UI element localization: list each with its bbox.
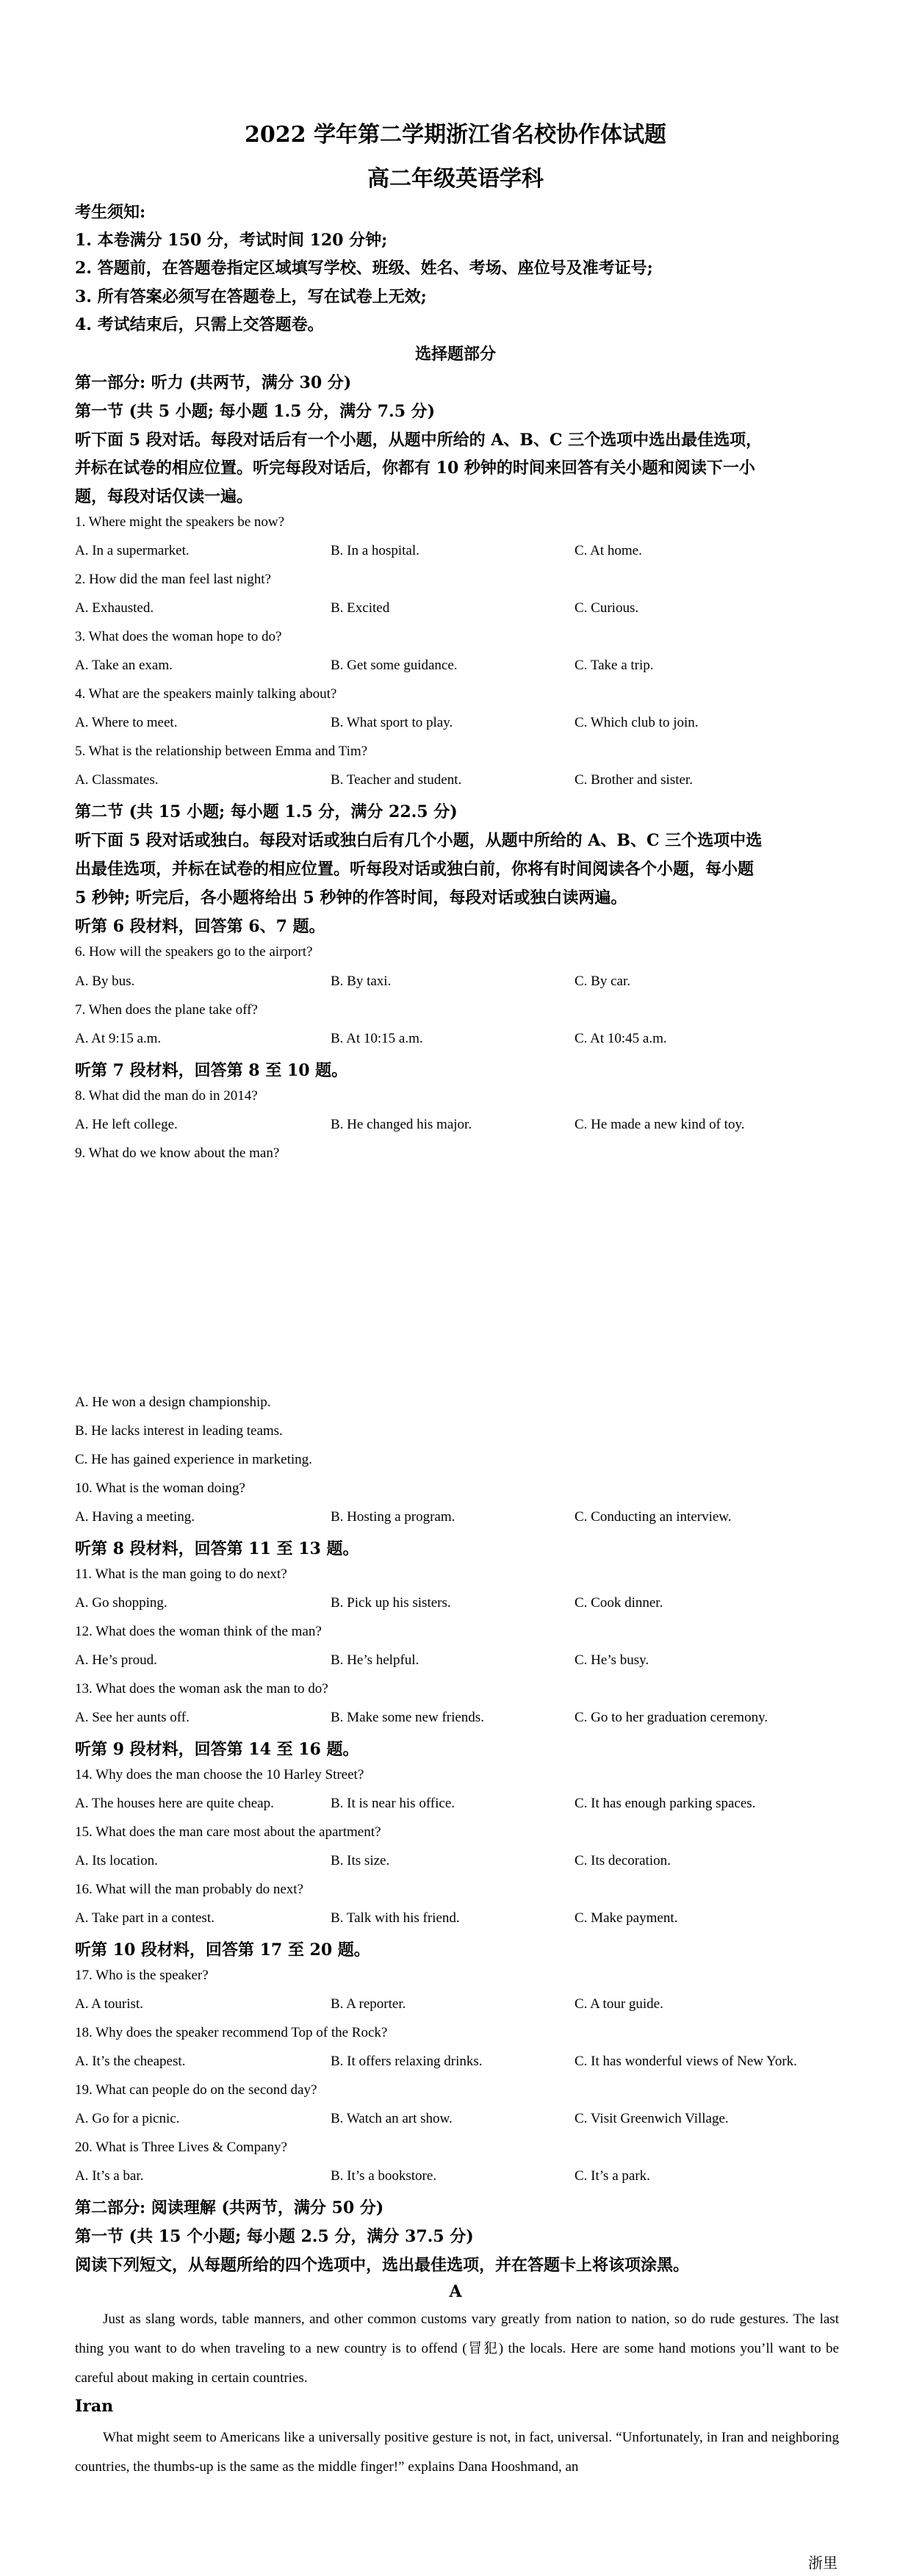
option-b: B. In a hospital. — [331, 543, 420, 558]
option-a: A. He won a design championship. — [75, 1395, 271, 1410]
option-b: B. Get some guidance. — [331, 658, 458, 673]
section2-instructions: 听下面 5 段对话或独白。每段对话或独白后有几个小题，从题中所给的 A、B、C 三个选项中选 — [75, 831, 763, 850]
section2-heading: 第二节 (共 15 小题; 每小题 1.5 分，满分 22.5 分) — [75, 802, 458, 821]
section2-instructions: 5 秒钟; 听完后，各小题将给出 5 秒钟的作答时间，每段对话或独白读两遍。 — [75, 888, 627, 907]
option-a: A. The houses here are quite cheap. — [75, 1796, 274, 1811]
option-a: A. Go for a picnic. — [75, 2111, 180, 2126]
passage-label: A — [449, 2282, 462, 2301]
question-text: 5. What is the relationship between Emma and Tim? — [75, 744, 368, 759]
option-a: A. Take an exam. — [75, 658, 173, 673]
option-c: C. At home. — [575, 543, 642, 558]
option-c: C. It’s a park. — [575, 2168, 650, 2184]
option-c: C. Visit Greenwich Village. — [575, 2111, 729, 2126]
option-a: A. Exhausted. — [75, 600, 154, 616]
option-b: B. Excited — [331, 600, 390, 616]
question-text: 8. What did the man do in 2014? — [75, 1088, 258, 1104]
question-text: 16. What will the man probably do next? — [75, 1882, 303, 1897]
question-text: 17. Who is the speaker? — [75, 1968, 209, 1983]
option-b: B. What sport to play. — [331, 715, 453, 730]
option-c: C. Its decoration. — [575, 1853, 671, 1868]
option-b: B. He changed his major. — [331, 1117, 472, 1132]
option-a: A. See her aunts off. — [75, 1710, 190, 1725]
notice-heading: 考生须知: — [75, 203, 146, 222]
option-a: A. Go shopping. — [75, 1595, 168, 1611]
option-a: A. By bus. — [75, 974, 135, 989]
part2-heading: 第二部分: 阅读理解 (共两节，满分 50 分) — [75, 2198, 384, 2217]
option-c: C. He has gained experience in marketing. — [75, 1452, 312, 1467]
question-text: 14. Why does the man choose the 10 Harley Street? — [75, 1767, 364, 1782]
section1-heading: 第一节 (共 5 小题; 每小题 1.5 分，满分 7.5 分) — [75, 402, 436, 421]
option-b: B. A reporter. — [331, 1996, 406, 2012]
option-c: C. By car. — [575, 974, 630, 989]
question-text: 4. What are the speakers mainly talking about? — [75, 686, 337, 702]
option-b: B. Teacher and student. — [331, 772, 462, 788]
option-b: B. By taxi. — [331, 974, 392, 989]
listening-group-heading: 听第 10 段材料，回答第 17 至 20 题。 — [75, 1940, 370, 1960]
option-c: C. At 10:45 a.m. — [575, 1031, 667, 1046]
listening-group-heading: 听第 9 段材料，回答第 14 至 16 题。 — [75, 1740, 359, 1759]
question-text: 15. What does the man care most about the apartment? — [75, 1824, 381, 1840]
option-b: B. It is near his office. — [331, 1796, 455, 1811]
option-c: C. Which club to join. — [575, 715, 699, 730]
option-c: C. Go to her graduation ceremony. — [575, 1710, 768, 1725]
question-text: 19. What can people do on the second day? — [75, 2082, 317, 2098]
question-text: 2. How did the man feel last night? — [75, 572, 271, 587]
question-text: 11. What is the man going to do next? — [75, 1566, 287, 1582]
option-c: C. Cook dinner. — [575, 1595, 663, 1611]
option-c: C. Conducting an interview. — [575, 1509, 732, 1525]
option-c: C. It has wonderful views of New York. — [575, 2054, 797, 2069]
listening-group-heading: 听第 7 段材料，回答第 8 至 10 题。 — [75, 1061, 348, 1080]
option-c: C. Curious. — [575, 600, 639, 616]
question-text: 10. What is the woman doing? — [75, 1481, 245, 1496]
option-a: A. Classmates. — [75, 772, 159, 788]
notice-item: 3. 所有答案必须写在答题卷上，写在试卷上无效; — [75, 287, 427, 306]
option-a: A. Its location. — [75, 1853, 158, 1868]
question-text: 18. Why does the speaker recommend Top of the Rock? — [75, 2025, 388, 2040]
question-text: 7. When does the plane take off? — [75, 1002, 258, 1018]
question-text: 13. What does the woman ask the man to do? — [75, 1681, 328, 1697]
exam-subtitle: 高二年级英语学科 — [367, 166, 544, 192]
option-b: B. Its size. — [331, 1853, 390, 1868]
question-text: 12. What does the woman think of the man? — [75, 1624, 322, 1639]
option-a: A. Where to meet. — [75, 715, 178, 730]
option-c: C. He’s busy. — [575, 1652, 649, 1668]
option-a: A. It’s the cheapest. — [75, 2054, 186, 2069]
reading-instructions: 阅读下列短文，从每题所给的四个选项中，选出最佳选项，并在答题卡上将该项涂黑。 — [75, 2256, 690, 2275]
part2-section1-heading: 第一节 (共 15 个小题; 每小题 2.5 分，满分 37.5 分) — [75, 2227, 474, 2246]
option-c: C. Brother and sister. — [575, 772, 693, 788]
part1-heading: 第一部分: 听力 (共两节，满分 30 分) — [75, 373, 352, 392]
option-b: B. Watch an art show. — [331, 2111, 453, 2126]
section1-instructions: 并标在试卷的相应位置。听完每段对话后，你都有 10 秒钟的时间来回答有关小题和阅读下一小 — [75, 458, 755, 478]
option-b: B. Make some new friends. — [331, 1710, 484, 1725]
passage-subheading: Iran — [75, 2397, 114, 2416]
option-b: B. He’s helpful. — [331, 1652, 420, 1668]
question-text: 1. Where might the speakers be now? — [75, 514, 285, 530]
exam-title: 2022 学年第二学期浙江省名校协作体试题 — [245, 122, 666, 148]
objective-part-heading: 选择题部分 — [414, 345, 496, 364]
question-text: 20. What is Three Lives & Company? — [75, 2140, 287, 2155]
option-a: A. He’s proud. — [75, 1652, 157, 1668]
passage-paragraph: What might seem to Americans like a universally positive gesture is not, in fact, universal. “Unfortunately, in Iran and neighboring countries, the thumbs-up is the same as the middle finger!” explains Dana Hooshmand, an — [75, 2430, 839, 2475]
page-footer-label: 浙里 — [808, 2554, 838, 2572]
section1-instructions: 听下面 5 段对话。每段对话后有一个小题，从题中所给的 A、B、C 三个选项中选出最佳选项， — [75, 431, 763, 450]
listening-group-heading: 听第 8 段材料，回答第 11 至 13 题。 — [75, 1539, 359, 1558]
notice-item: 1. 本卷满分 150 分，考试时间 120 分钟; — [75, 231, 388, 250]
question-text: 3. What does the woman hope to do? — [75, 629, 282, 644]
question-text: 9. What do we know about the man? — [75, 1145, 280, 1161]
option-c: C. It has enough parking spaces. — [575, 1796, 756, 1811]
option-a: A. It’s a bar. — [75, 2168, 144, 2184]
section1-instructions: 题，每段对话仅读一遍。 — [75, 487, 253, 506]
option-a: A. A tourist. — [75, 1996, 143, 2012]
option-a: A. He left college. — [75, 1117, 178, 1132]
option-a: A. At 9:15 a.m. — [75, 1031, 162, 1046]
option-b: B. Pick up his sisters. — [331, 1595, 451, 1611]
section2-instructions: 出最佳选项，并标在试卷的相应位置。听每段对话或独白前，你将有时间阅读各个小题，每小题 — [75, 860, 755, 879]
option-b: B. It’s a bookstore. — [331, 2168, 437, 2184]
option-c: C. A tour guide. — [575, 1996, 663, 2012]
option-c: C. He made a new kind of toy. — [575, 1117, 745, 1132]
option-b: B. Talk with his friend. — [331, 1910, 460, 1926]
option-b: B. He lacks interest in leading teams. — [75, 1423, 283, 1439]
option-a: A. In a supermarket. — [75, 543, 190, 558]
option-b: B. At 10:15 a.m. — [331, 1031, 423, 1046]
notice-item: 4. 考试结束后，只需上交答题卷。 — [75, 315, 324, 334]
notice-item: 2. 答题前，在答题卷指定区域填写学校、班级、姓名、考场、座位号及准考证号; — [75, 259, 653, 278]
option-a: A. Having a meeting. — [75, 1509, 195, 1525]
passage-intro: Just as slang words, table manners, and other common customs vary greatly from nation to nation, so do rude gestures. The last thing you want to do when traveling to a new country is to offend (冒犯) the locals. Here are some hand motions you’ll want to be careful about making in certain countries. — [75, 2311, 839, 2386]
option-c: C. Make payment. — [575, 1910, 678, 1926]
option-b: B. It offers relaxing drinks. — [331, 2054, 483, 2069]
option-a: A. Take part in a contest. — [75, 1910, 215, 1926]
option-c: C. Take a trip. — [575, 658, 654, 673]
option-b: B. Hosting a program. — [331, 1509, 455, 1525]
question-text: 6. How will the speakers go to the airport? — [75, 944, 313, 960]
listening-group-heading: 听第 6 段材料，回答第 6、7 题。 — [75, 917, 325, 936]
